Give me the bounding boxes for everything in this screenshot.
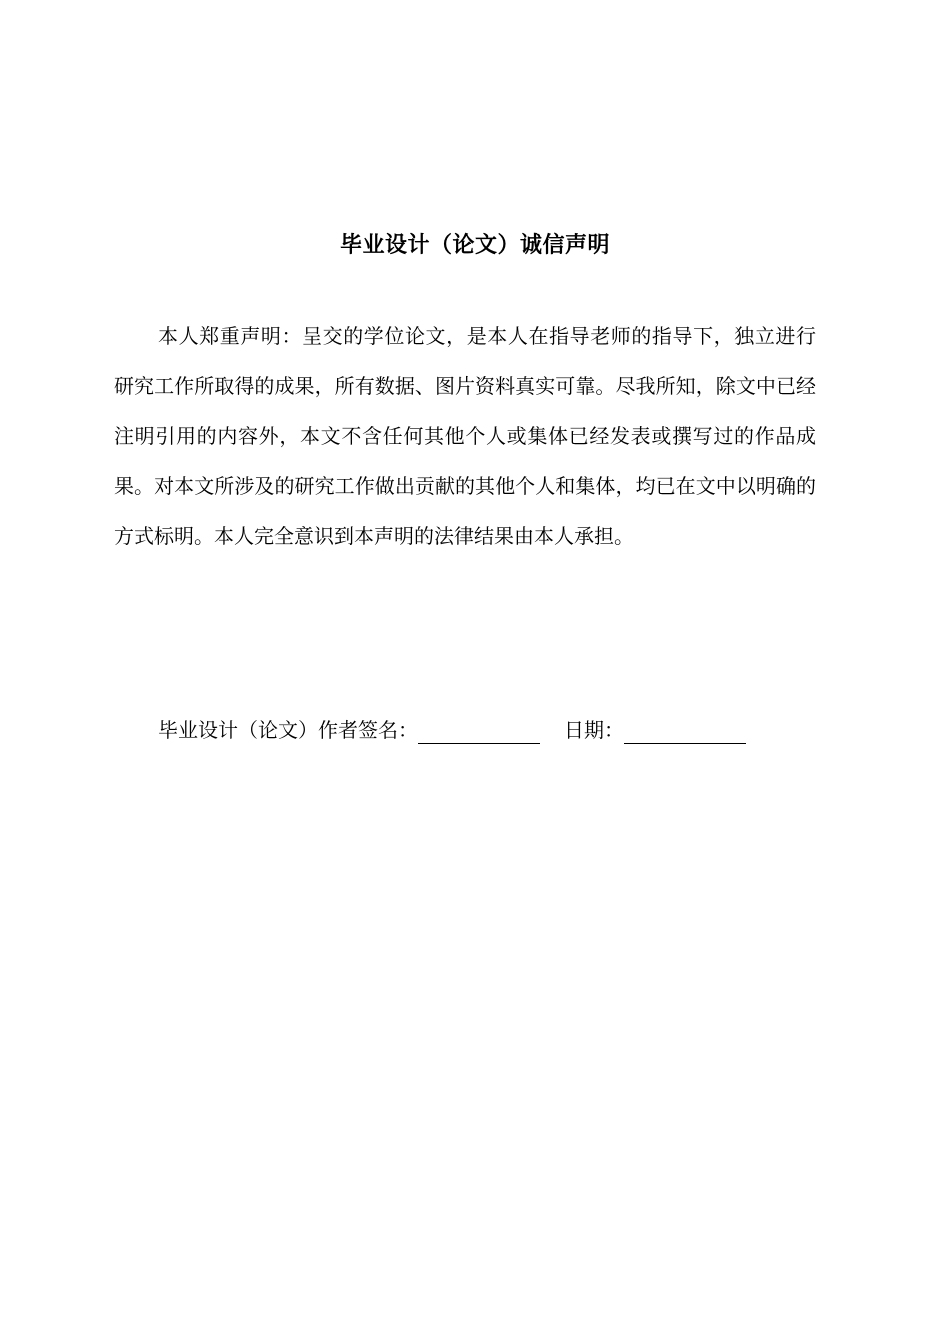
declaration-paragraph: 本人郑重声明：呈交的学位论文，是本人在指导老师的指导下，独立进行研究工作所取得的成果，所有数据、图片资料真实可靠。尽我所知，除文中已经注明引用的内容外，本文不含任何其他个人或集体已经发表或撰写过的作品成果。对本文所涉及的研究工作做出贡献的其他个人和集体，均已在文中以明确的方式标明。本人完全意识到本声明的法律结果由本人承担。: [114, 324, 816, 548]
signature-label: 毕业设计（论文）作者签名：: [158, 718, 418, 742]
signature-row: [158, 712, 838, 752]
date-blank[interactable]: [624, 717, 746, 744]
signature-blank[interactable]: [418, 717, 540, 744]
page-title: 毕业设计（论文）诚信声明: [339, 233, 610, 258]
date-label: 日期：: [564, 718, 624, 742]
